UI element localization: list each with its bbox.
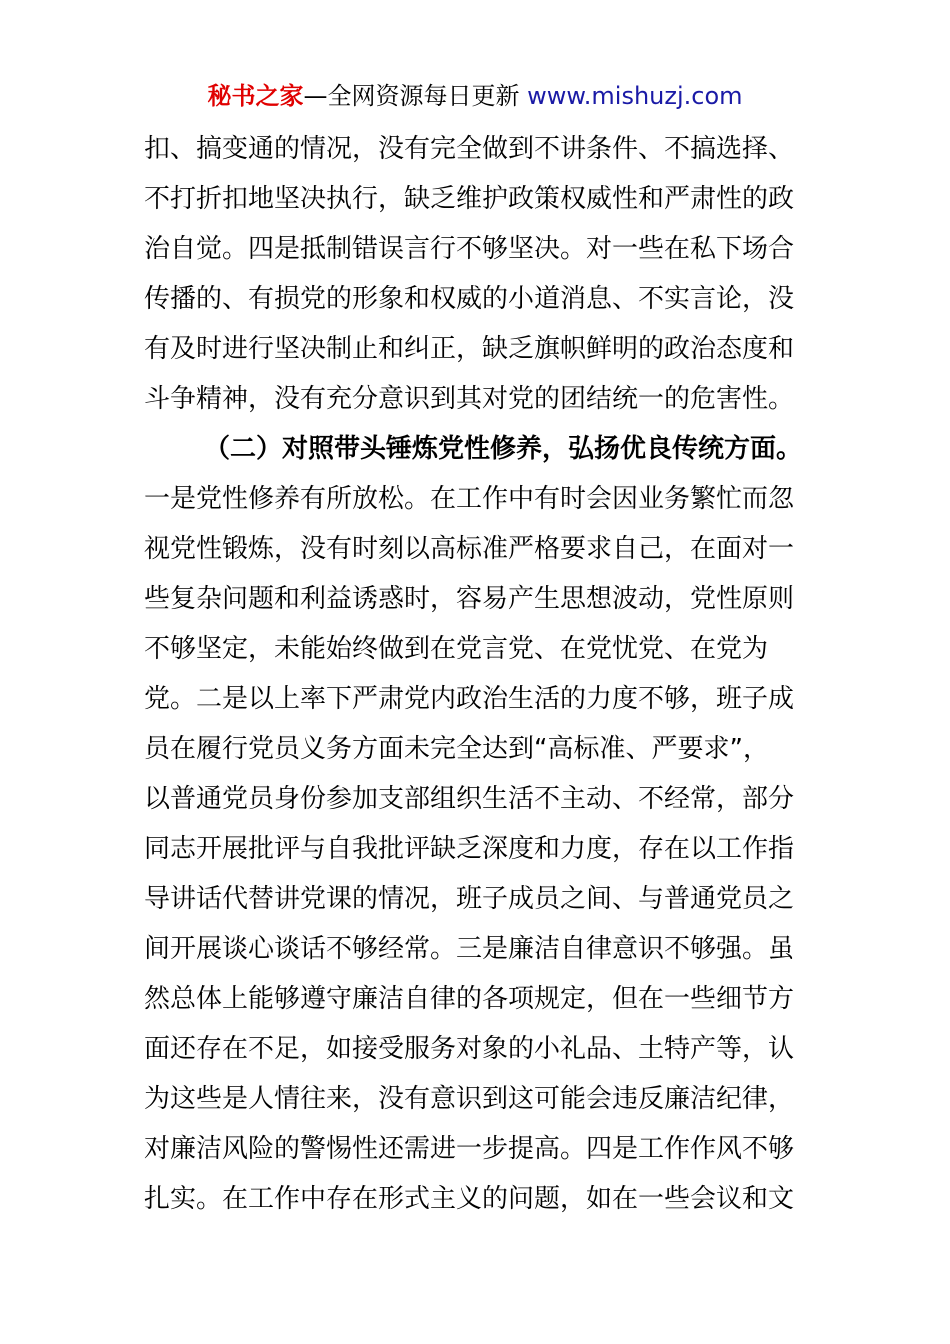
paragraph-line: 然总体上能够遵守廉洁自律的各项规定，但在一些细节方	[144, 984, 795, 1014]
document-body	[144, 124, 824, 1224]
paragraph-line: 治自觉。四是抵制错误言行不够坚决。对一些在私下场合	[144, 234, 795, 264]
paragraph-line: 视党性锻炼，没有时刻以高标准严格要求自己，在面对一	[144, 534, 795, 564]
paragraph-line: 扣、搞变通的情况，没有完全做到不讲条件、不搞选择、	[144, 134, 795, 164]
paragraph-line: 对廉洁风险的警惕性还需进一步提高。四是工作作风不够	[144, 1134, 795, 1164]
site-header	[0, 80, 950, 112]
paragraph-line: 不够坚定，未能始终做到在党言党、在党忧党、在党为	[144, 634, 769, 664]
paragraph-line: 同志开展批评与自我批评缺乏深度和力度，存在以工作指	[144, 834, 795, 864]
section-heading: （二）对照带头锤炼党性修养，弘扬优良传统方面。	[204, 434, 803, 464]
site-tagline: —全网资源每日更新	[303, 82, 520, 110]
paragraph-line: 导讲话代替讲党课的情况，班子成员之间、与普通党员之	[144, 884, 795, 914]
paragraph-line: 不打折扣地坚决执行，缺乏维护政策权威性和严肃性的政	[144, 184, 795, 214]
paragraph-line: 传播的、有损党的形象和权威的小道消息、不实言论，没	[144, 284, 795, 314]
paragraph-line: 党。二是以上率下严肃党内政治生活的力度不够，班子成	[144, 684, 795, 714]
site-brand: 秘书之家	[207, 82, 304, 110]
paragraph-line: 有及时进行坚决制止和纠正，缺乏旗帜鲜明的政治态度和	[144, 334, 795, 364]
paragraph-line: 间开展谈心谈话不够经常。三是廉洁自律意识不够强。虽	[144, 934, 795, 964]
paragraph-line: 为这些是人情往来，没有意识到这可能会违反廉洁纪律，	[144, 1084, 795, 1114]
paragraph-line: 以普通党员身份参加支部组织生活不主动、不经常，部分	[144, 784, 795, 814]
paragraph-line: 一是党性修养有所放松。在工作中有时会因业务繁忙而忽	[144, 484, 795, 514]
paragraph-line: 面还存在不足，如接受服务对象的小礼品、土特产等，认	[144, 1034, 795, 1064]
paragraph-line: 扎实。在工作中存在形式主义的问题，如在一些会议和文	[144, 1184, 795, 1214]
paragraph-line: 斗争精神，没有充分意识到其对党的团结统一的危害性。	[144, 384, 795, 414]
paragraph-line: 些复杂问题和利益诱惑时，容易产生思想波动，党性原则	[144, 584, 795, 614]
paragraph-line: 员在履行党员义务方面未完全达到“高标准、严要求”，	[144, 734, 769, 764]
site-url-link[interactable]: www.mishuzj.com	[527, 82, 743, 110]
